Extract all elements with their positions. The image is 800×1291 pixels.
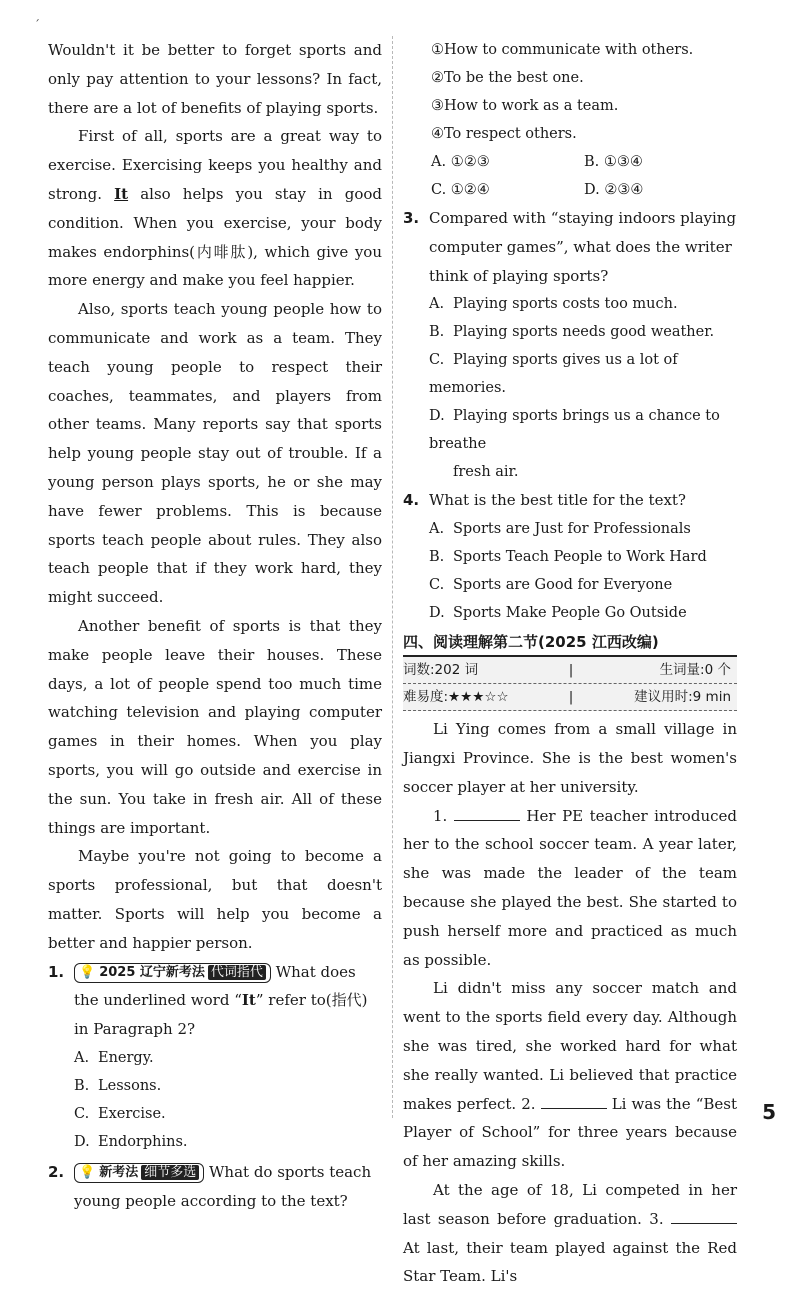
reading-paragraph-2: 1. Her PE teacher introduced her to the school soccer team. A year later, she was made the leader of the team because she played the best. She started to push herself more and practiced as much as possible. [403,806,737,969]
answer-blank[interactable] [454,805,520,821]
option-d[interactable]: D. Playing sports brings us a chance to breathe [429,408,720,453]
option-b[interactable]: B. Lessons. [74,1077,162,1094]
passage-paragraph-4: Another benefit of sports is that they make people leave their houses. These days, a lot of people spend too much time watching television and playing computer games in their homes. When you play sports, you will go outside and exercise in the sun. You take in fresh air. All of these things are important. [48,616,382,837]
option-d[interactable]: D. Endorphins. [74,1133,188,1150]
question-1: 1. 💡 2025 辽宁新考法 代词指代 What does the underlined word “It” refer to(指代) in Paragraph 2? [48,958,382,1044]
option-c[interactable]: C. Exercise. [74,1105,166,1122]
suggested-time: 建议用时:9 min [634,689,731,706]
option-c[interactable]: C. Sports are Good for Everyone [429,577,673,594]
new-words: 生词量:0 个 [659,662,731,679]
question-number: 2. [48,1162,65,1181]
option-b[interactable]: B. ①③④ [584,154,643,170]
q2-item-2: ②To be the best one. [431,70,584,86]
reading-paragraph-4: At the age of 18, Li competed in her last season before graduation. 3. At last, their team played against the Red Star Team. Li's [403,1180,737,1286]
question-number: 3. [403,209,420,227]
q2-item-3: ③How to work as a team. [431,98,619,114]
option-a[interactable]: A. Sports are Just for Professionals [429,521,691,538]
q2-choices-row-2 [403,176,737,204]
page-number: 5 [762,1100,776,1124]
bulb-icon: 💡 [79,964,96,980]
word-count: 词数:202 词 [403,662,479,679]
option-a[interactable]: A. ①②③ [431,154,490,170]
question-tag: 💡 新考法 细节多选 [74,1163,204,1183]
left-column [48,36,382,1215]
option-d[interactable]: D. Sports Make People Go Outside [429,605,687,622]
option-d[interactable]: D. ②③④ [584,182,644,198]
option-a[interactable]: A. Energy. [74,1049,154,1066]
info-row-2: 难易度:★★★☆☆ | 建议用时:9 min [403,684,737,711]
option-c[interactable]: C. ①②④ [431,182,490,198]
question-number: 1. [48,962,65,981]
question-tag: 💡 2025 辽宁新考法 代词指代 [74,963,271,983]
underlined-word-it: It [114,184,129,203]
q2-choices-row-1 [403,148,737,176]
passage-paragraph-2: First of all, sports are a great way to exercise. Exercising keeps you healthy and strong. It also helps you stay in good condition. When you exercise, your body makes endorphins(内啡肽), which give you more energy and make you feel happier. [48,127,382,290]
reading-paragraph-1: Li Ying comes from a small village in Jiangxi Province. She is the best women's soccer player at her university. [403,720,737,796]
q2-item-1: ①How to communicate with others. [431,42,694,58]
difficulty: 难易度:★★★☆☆ [403,689,509,706]
column-divider [392,36,393,1118]
info-row-1: 词数:202 词 | 生词量:0 个 [403,657,737,684]
answer-blank[interactable] [541,1093,607,1109]
option-b[interactable]: B. Sports Teach People to Work Hard [429,549,707,566]
option-c[interactable]: C. Playing sports gives us a lot of memories. [429,352,678,397]
answer-blank[interactable] [671,1208,737,1224]
question-4: 4. What is the best title for the text? [403,486,737,515]
option-b[interactable]: B. Playing sports needs good weather. [429,324,715,341]
question-3: 3. Compared with “staying indoors playing computer games”, what does the writer think of playing sports? [403,204,737,290]
option-d-wrap: fresh air. [453,464,519,481]
question-2: 2. 💡 新考法 细节多选 What do sports teach young people according to the text? [48,1158,382,1216]
section-title: 四、阅读理解第二节(2025 江西改编) [403,629,737,657]
option-a[interactable]: A. Playing sports costs too much. [429,296,678,313]
reading-paragraph-3: Li didn't miss any soccer match and went to the sports field every day. Although she was tired, she worked hard for what she really wanted. Li believed that practice makes perfect. 2. Li was the “Best Player of School” for three years because of her amazing skills. [403,979,738,1171]
bulb-icon: 💡 [79,1164,96,1180]
q2-item-4: ④To respect others. [431,126,577,142]
passage-paragraph-5: Maybe you're not going to become a sports professional, but that doesn't matter. Sports will help you become a better and happier person. [48,847,382,952]
right-column [403,36,737,1291]
question-number: 4. [403,491,420,510]
passage-paragraph-1: Wouldn't it be better to forget sports and only pay attention to your lessons? In fact, there are a lot of benefits of playing sports. [48,41,382,117]
corner-mark: ˊ [34,18,40,32]
passage-paragraph-3: Also, sports teach young people how to communicate and work as a team. They teach young people to respect their coaches, teammates, and players from other teams. Many reports say that sports help young people stay out of trouble. If a young person plays sports, he or she may have fewer problems. This is because sports teach people about rules. They also teach people that if they work hard, they might succeed. [48,300,382,607]
